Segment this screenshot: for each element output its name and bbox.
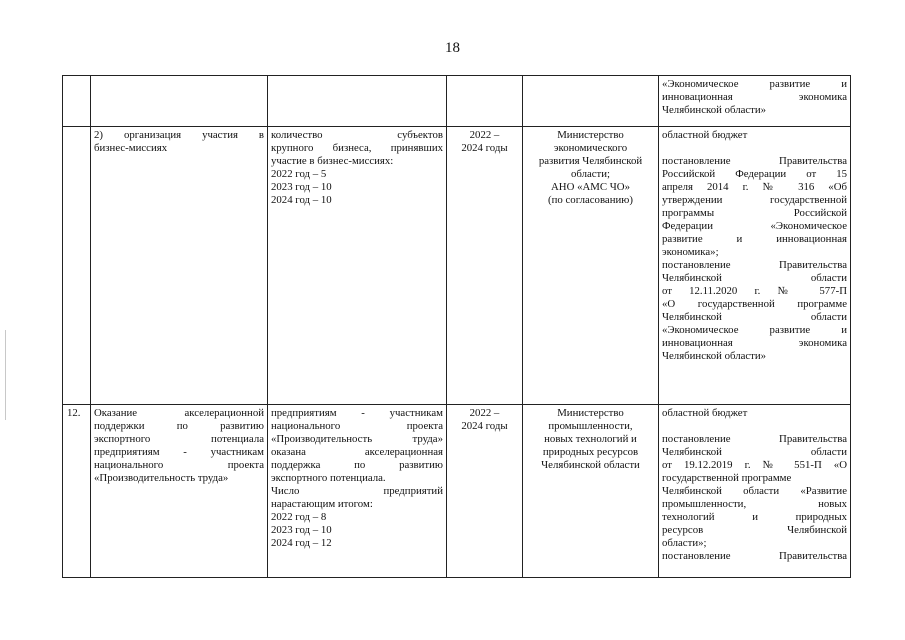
executor-line: Министерство: [557, 129, 624, 141]
indicator-line: 2024 год – 10: [271, 194, 332, 206]
source-line: Челябинской области: [662, 272, 847, 284]
executor-line: АНО «АМС ЧО»: [551, 181, 630, 193]
source-line: от 19.12.2019 г. № 551-П «О: [662, 459, 847, 471]
source-line: инновационная экономика: [662, 337, 847, 349]
activity-cell: [91, 76, 268, 127]
activity-line: предприятиям - участникам: [94, 446, 264, 458]
table-row: [63, 76, 851, 127]
executor-cell: [523, 76, 659, 127]
period-cell: [447, 127, 523, 405]
executor-cell: [523, 405, 659, 578]
executor-line: (по согласованию): [548, 194, 633, 206]
row-number: 12.: [63, 405, 91, 578]
period-cell: [447, 76, 523, 127]
indicator-line: «Производительность труда»: [271, 433, 443, 445]
source-line: Российской Федерации от 15: [662, 168, 847, 180]
source-cell: [659, 76, 851, 127]
source-line: «Экономическое развитие и: [662, 324, 847, 336]
page-number: 18: [445, 40, 460, 56]
indicator-line: участие в бизнес-миссиях:: [271, 155, 394, 167]
period-line: 2022 –: [469, 407, 500, 419]
period-line: 2022 –: [469, 129, 500, 141]
activity-line: 2) организация участия в: [94, 129, 264, 141]
indicator-line: экспортного потенциала.: [271, 472, 386, 484]
row-number: [63, 76, 91, 127]
indicator-line: предприятиям - участникам: [271, 407, 443, 419]
indicator-line: 2022 год – 8: [271, 511, 327, 523]
source-first-line: областной бюджет: [662, 407, 748, 419]
indicator-line: оказана акселерационная: [271, 446, 443, 458]
source-line: ресурсов Челябинской: [662, 524, 847, 536]
activity-line: экспортного потенциала: [94, 433, 264, 445]
source-first-line: областной бюджет: [662, 129, 748, 141]
source-line: «О государственной программе: [662, 298, 847, 310]
executor-cell: [523, 127, 659, 405]
executor-line: Челябинской области: [541, 459, 640, 471]
row-number: [63, 127, 91, 405]
source-line: постановление Правительства: [662, 259, 847, 271]
indicator-cell: [268, 76, 447, 127]
source-line: инновационная экономика: [662, 91, 847, 103]
source-line: Челябинской области»: [662, 104, 767, 116]
activity-line: поддержки по развитию: [94, 420, 264, 432]
indicator-line: Число предприятий: [271, 485, 443, 497]
indicator-line: поддержка по развитию: [271, 459, 443, 471]
indicator-cell: [268, 127, 447, 405]
margin-mark: [5, 330, 6, 420]
indicator-line: нарастающим итогом:: [271, 498, 373, 510]
period-line: 2024 годы: [461, 142, 508, 154]
spacer: [662, 420, 847, 433]
source-line: утверждении государственной: [662, 194, 847, 206]
source-line: апреля 2014 г. № 316 «Об: [662, 181, 847, 193]
source-line: от 12.11.2020 г. № 577-П: [662, 285, 847, 297]
indicator-line: 2023 год – 10: [271, 181, 332, 193]
executor-line: развития Челябинской: [538, 155, 643, 167]
indicator-line: количество субъектов: [271, 129, 443, 141]
executor-line: промышленности,: [548, 420, 633, 432]
source-line: технологий и природных: [662, 511, 847, 523]
executor-line: новых технологий и: [544, 433, 637, 445]
source-line: государственной программе: [662, 472, 792, 484]
source-line: постановление Правительства: [662, 433, 847, 445]
activity-cell: [91, 127, 268, 405]
source-line: Федерации «Экономическое: [662, 220, 847, 232]
executor-line: экономического: [553, 142, 628, 154]
indicator-line: национального проекта: [271, 420, 443, 432]
table-row: [63, 127, 851, 405]
executor-line: области;: [570, 168, 611, 180]
source-line: экономика»;: [662, 246, 719, 258]
indicator-line: 2023 год – 10: [271, 524, 332, 536]
activity-line: бизнес-миссиях: [94, 142, 168, 154]
source-cell: [659, 405, 851, 578]
source-line: развитие и инновационная: [662, 233, 847, 245]
period-line: 2024 годы: [461, 420, 508, 432]
source-line: программы Российской: [662, 207, 847, 219]
indicator-cell: [268, 405, 447, 578]
period-cell: [447, 405, 523, 578]
activity-line: Оказание акселерационной: [94, 407, 264, 419]
source-line: области»;: [662, 537, 707, 549]
activity-line: «Производительность труда»: [94, 472, 229, 484]
source-cell: [659, 127, 851, 405]
source-line: Челябинской области: [662, 311, 847, 323]
indicator-line: 2024 год – 12: [271, 537, 332, 549]
executor-line: Министерство: [557, 407, 624, 419]
measures-table: [62, 75, 851, 578]
activity-line: национального проекта: [94, 459, 264, 471]
source-line: постановление Правительства: [662, 155, 847, 167]
source-line: Челябинской области «Развитие: [662, 485, 847, 497]
source-line: «Экономическое развитие и: [662, 78, 847, 90]
source-line: промышленности, новых: [662, 498, 847, 510]
source-line: Челябинской области: [662, 446, 847, 458]
indicator-line: крупного бизнеса, принявших: [271, 142, 443, 154]
source-line: Челябинской области»: [662, 350, 767, 362]
executor-line: природных ресурсов: [542, 446, 639, 458]
source-line: постановление Правительства: [662, 550, 847, 562]
activity-cell: [91, 405, 268, 578]
table-row: [63, 405, 851, 578]
spacer: [662, 142, 847, 155]
indicator-line: 2022 год – 5: [271, 168, 327, 180]
